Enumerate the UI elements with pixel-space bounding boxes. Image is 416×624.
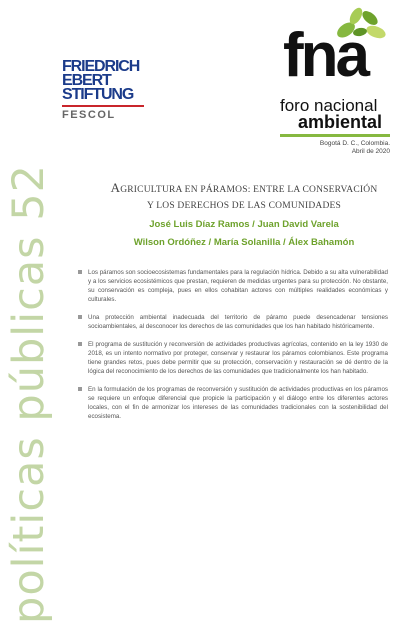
title-text: AGRICULTURA EN PÁRAMOS: ENTRE LA CONSERVACIÓN xyxy=(110,180,378,195)
authors-line1: José Luis Díaz Ramos / Juan David Varela xyxy=(149,219,339,230)
fes-logo-line: STIFTUNG xyxy=(62,86,134,103)
publication-meta xyxy=(320,140,390,156)
publication-place: Bogotá D. C., Colombia. xyxy=(319,140,390,147)
fes-logo-line: FRIEDRICH xyxy=(62,58,140,75)
document-title-line2 xyxy=(80,197,408,212)
list-item xyxy=(88,340,388,376)
list-item xyxy=(88,385,388,421)
authors-line2: Wilson Ordóñez / María Solanilla / Álex Bahamón xyxy=(133,237,355,248)
list-item-text: Los páramos son socioecosistemas fundamentales para la regulación hídrica. Debido a su alta vulnerabilidad y a los servicios ecosistémicos que prestan, requieren de medidas urgentes para su protección. No obstante, su conservación es compleja, pues en ellos cohabitan actores con múltiples realidades económicas y culturales. xyxy=(88,269,388,303)
title-text: Y LOS DERECHOS DE LAS COMUNIDADES xyxy=(146,201,342,211)
list-item-text: El programa de sustitución y reconversión de actividades productivas agrícolas, contenido en la ley 1930 de 2018, es un intento normativo por proteger, conservar y restaurar los páramos colombianos. Este programa tiene grandes retos, pues debe permitir que su protección, conservación y restauración se dé dentro de la lógica del reconocimiento de los derechos de las comunidades que tradicionalmente los han habitado. xyxy=(88,341,388,375)
fes-logo-sub: FESCOL xyxy=(62,109,116,121)
list-item xyxy=(88,313,388,331)
series-title xyxy=(4,164,54,624)
fes-logo-rule xyxy=(62,105,144,107)
publication-date: Abril de 2020 xyxy=(351,148,390,155)
bullet-square-icon xyxy=(78,270,82,274)
fna-logo-line2: ambiental xyxy=(298,112,383,132)
fes-logo-line: EBERT xyxy=(62,72,111,89)
list-item-text: Una protección ambiental inadecuada del territorio de páramo puede desencadenar tensiones socioambientales, al desconocer los derechos de las comunidades que los han habitado históricamente. xyxy=(88,314,388,330)
bullet-square-icon xyxy=(78,342,82,346)
series-title-text: políticas públicas 52 xyxy=(4,164,54,624)
fna-logo-rule xyxy=(280,134,390,137)
fna-logo-line1: foro nacional xyxy=(280,96,378,115)
summary-list xyxy=(88,268,388,430)
bullet-square-icon xyxy=(78,387,82,391)
document-title-line1 xyxy=(80,180,408,196)
list-item-text: En la formulación de los programas de reconversión y sustitución de actividades productivas en los páramos se requiere un enfoque diferencial que propicie la participación y el diálogo entre los diferentes actores locales, con el fin de armonizar los intereses de las comunidades tradicionales con la sostenibilidad del ecosistema. xyxy=(88,386,388,420)
fna-logo-word: fna xyxy=(283,21,367,90)
bullet-square-icon xyxy=(78,315,82,319)
fes-logo xyxy=(62,60,152,121)
list-item xyxy=(88,268,388,304)
